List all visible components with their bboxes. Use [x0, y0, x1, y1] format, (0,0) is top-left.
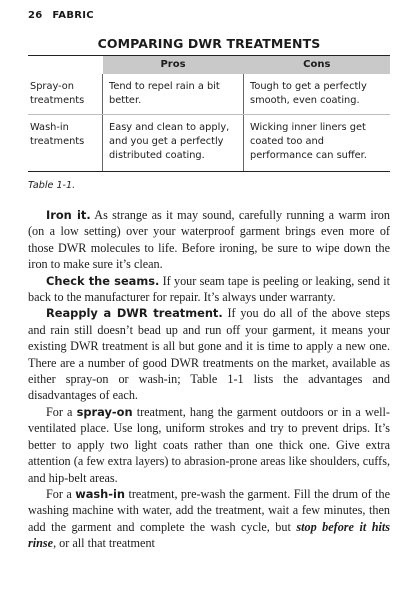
lead-reapply: Reapply a DWR treatment. [46, 306, 223, 321]
paragraph-reapply [28, 305, 390, 403]
pros-cell: Tend to repel rain a bit better. [103, 74, 244, 115]
paragraph-iron-it [28, 207, 390, 273]
row-label: Spray-on treatments [28, 74, 103, 115]
emphasis-stop-before-rinse: stop before it hits rinse [28, 519, 390, 551]
table-header-row [28, 56, 390, 74]
table-header-blank [28, 56, 103, 74]
table-header-cons: Cons [244, 56, 391, 74]
running-head [28, 10, 390, 26]
cons-cell: Wicking inner liners get coated too and performance can suffer. [244, 115, 391, 172]
comparison-table [28, 56, 390, 172]
lead-iron-it: Iron it. [46, 208, 91, 222]
row-label: Wash-in treatments [28, 115, 103, 172]
paragraph-check-seams [28, 273, 390, 306]
lead-check-seams: Check the seams. [46, 273, 160, 288]
pros-cell: Easy and clean to apply, and you get a perfectly distributed coating. [103, 115, 244, 172]
paragraph-text: treatment, pre-wash the garment. Fill the drum of the washing machine with water, add the treatment, wait a few minutes, then add the garment and complete the wash cycle, but [28, 486, 390, 534]
paragraph-text: treatment, hang the garment outdoors or in a well-ventilated place. Use long, uniform strokes and try to prevent drips. It’s better to apply two light coats rather than one thick one. Give extra attention (a few extra layers) to abrasion-prone areas like shoulders, cuffs, and hip-belt areas. [28, 404, 390, 485]
paragraph-text: , or all that treatment [53, 536, 155, 551]
paragraph-text: If you do all of the above steps and rain still doesn’t bead up and run off your garment, it means your existing DWR treatment is all but gone and it is time to apply a new one. There are a number of good DWR treatments on the market, available as either spray-on or wash-in; Table 1-1 lists the advantages and disadvantages of each. [28, 306, 390, 403]
table-title: COMPARING DWR TREATMENTS [28, 36, 390, 56]
cons-cell: Tough to get a perfectly smooth, even coating. [244, 74, 391, 115]
section-title: FABRIC [52, 10, 94, 21]
paragraph-text: For a [46, 404, 77, 419]
paragraph-text: For a [46, 486, 76, 501]
table-caption: Table 1-1. [28, 180, 76, 191]
page-number: 26 [28, 10, 43, 21]
table-row [28, 74, 390, 115]
book-page [28, 0, 390, 552]
table-row [28, 115, 390, 172]
term-spray-on: spray-on [76, 404, 133, 419]
table-header-pros: Pros [103, 56, 244, 74]
comparison-table-block [28, 36, 390, 191]
paragraph-text: If your seam tape is peeling or leaking, send it back to the manufacturer for repair. It’s always under warranty. [28, 273, 390, 305]
paragraph-spray-on [28, 404, 390, 486]
body-text [28, 207, 390, 552]
paragraph-wash-in [28, 486, 390, 552]
paragraph-text: As strange as it may sound, carefully running a warm iron (on a low setting) over your waterproof garment brings even more of those DWR molecules to life. Before ironing, be sure to wipe down the iron to make sure it’s clean. [28, 208, 390, 272]
term-wash-in: wash-in [75, 486, 126, 501]
